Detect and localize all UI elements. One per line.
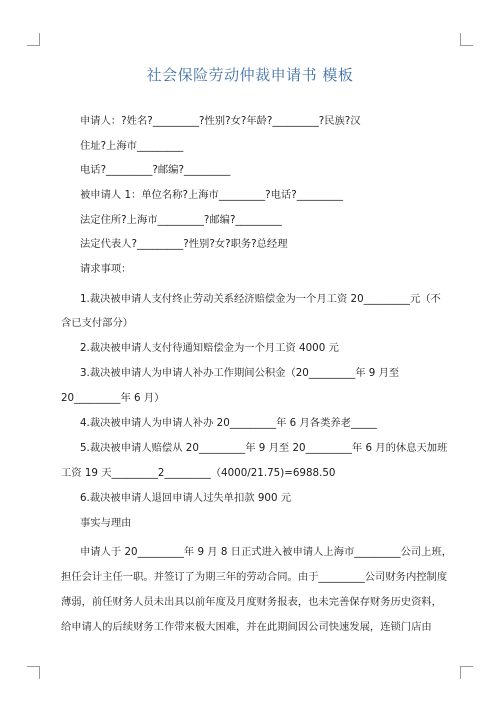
facts-paragraph-line-2: 担任会计主任一职。并签订了为期三年的劳动合同。由于_________公司财务内控制度 — [61, 571, 448, 583]
request-item-2: 2.裁决被申请人支付待通知赔偿金为一个月工资 4000 元 — [80, 342, 339, 354]
request-item-1-continued: 含已支付部分） — [61, 317, 134, 329]
facts-heading: 事实与理由 — [80, 517, 132, 529]
crop-mark-top-left — [27, 33, 40, 46]
legal-representative-line: 法定代表人?_________?性别?女?职务?总经理 — [80, 238, 288, 250]
applicant-address-line: 住址?上海市_________ — [80, 140, 184, 152]
request-item-1: 1.裁决被申请人支付终止劳动关系经济赔偿金为一个月工资 20_________元（不 — [80, 293, 441, 305]
request-item-3: 3.裁决被申请人为申请人补办工作期间公积金（20_________年 9 月至 — [80, 367, 400, 379]
request-item-5: 5.裁决被申请人赔偿从 20_________年 9 月至 20_________年 6 月的休息天加班 — [80, 442, 448, 454]
crop-mark-bottom-right — [460, 666, 473, 679]
facts-paragraph-line-4: 给申请人的后续财务工作带来极大困难，并在此期间因公司快速发展，连锁门店由 — [61, 621, 432, 633]
applicant-phone-line: 电话?_________?邮编?_________ — [80, 164, 231, 176]
crop-mark-top-right — [460, 33, 473, 46]
request-item-3-continued: 20_________年 6 月） — [61, 392, 165, 404]
respondent-line: 被申请人 1：单位名称?上海市_________?电话?_________ — [80, 189, 344, 201]
request-item-6: 6.裁决被申请人退回申请人过失单扣款 900 元 — [80, 492, 292, 504]
document-title: 社会保险劳动仲裁申请书 模板 — [146, 66, 354, 84]
crop-mark-bottom-left — [27, 666, 40, 679]
requests-heading: 请求事项： — [80, 263, 132, 275]
request-item-5-continued: 工资 19 天_________2_________（4000/21.75)=6988.50 — [61, 467, 336, 479]
applicant-name-line: 申请人：?姓名?_________?性别?女?年龄?_________?民族?汉 — [80, 115, 361, 127]
facts-paragraph-line-3: 薄弱，前任财务人员未出具以前年度及月度财务报表，也未完善保存财务历史资料， — [61, 596, 442, 608]
facts-paragraph-line-1: 申请人于 20_________年 9 月 8 日正式进入被申请人上海市_________公司上班， — [80, 546, 453, 558]
request-item-4: 4.裁决被申请人为申请人补办 20_________年 6 月各类养老_____ — [80, 417, 377, 429]
legal-address-line: 法定住所?上海市_________?邮编?_________ — [80, 214, 282, 226]
